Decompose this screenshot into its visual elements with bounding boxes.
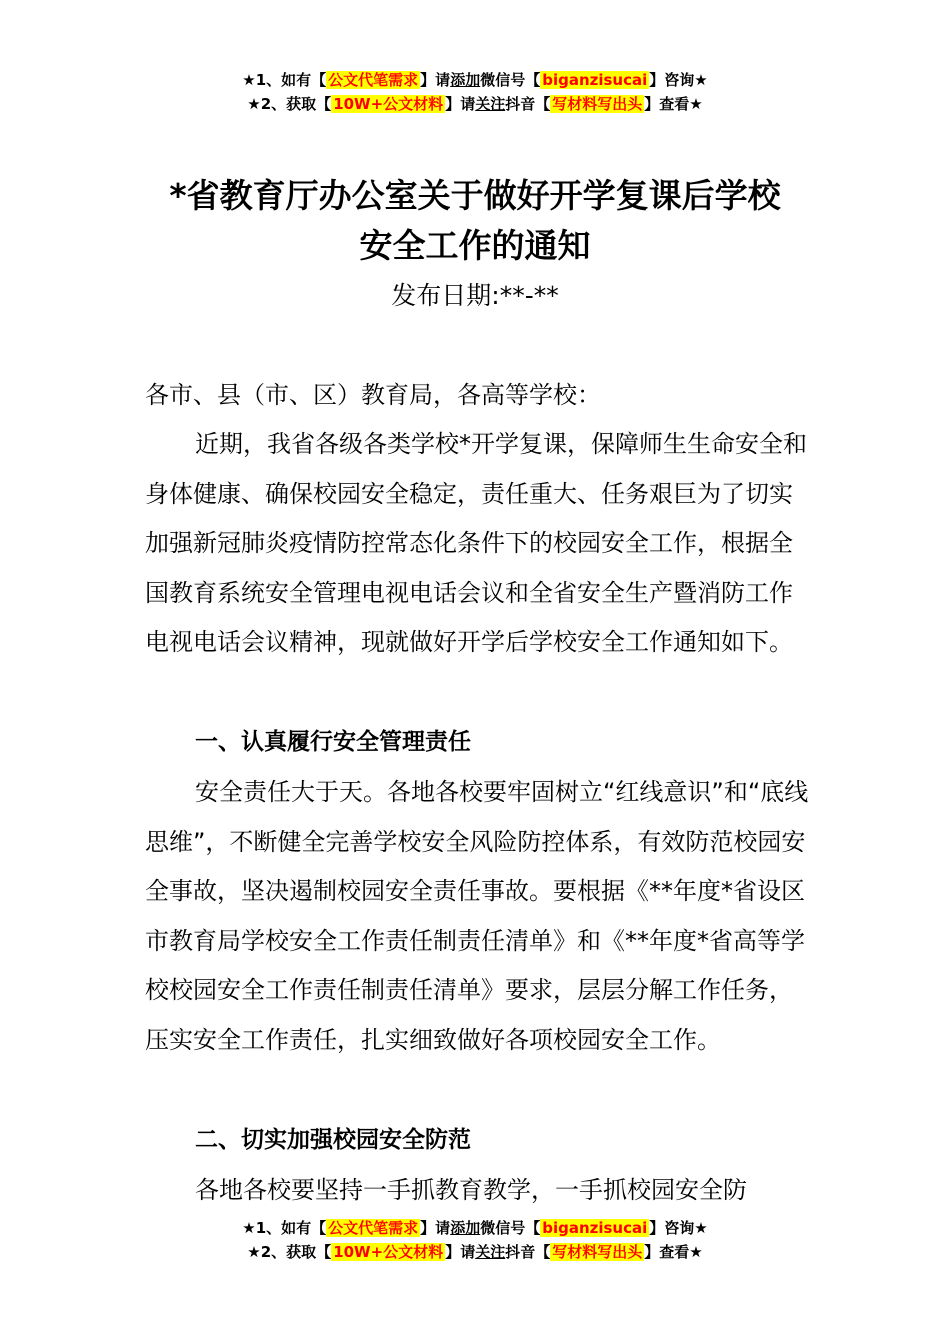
promo-text: 】查看★: [644, 95, 703, 113]
promo-text: ★2、获取【: [247, 1243, 332, 1261]
body-paragraph: [145, 768, 810, 1065]
promo-text: 】咨询★: [649, 1219, 708, 1237]
promo-highlight: 10W+公文材料: [333, 95, 444, 113]
promo-highlight: biganzisucai: [542, 71, 648, 89]
promo-text: 抖音【: [505, 95, 551, 113]
promo-text: 抖音【: [505, 1243, 551, 1261]
promo-highlight: 10W+公文材料: [333, 1243, 444, 1261]
promo-text: ★1、如有【: [242, 71, 327, 89]
promo-line-2: [0, 92, 950, 116]
promo-line-2: [0, 1240, 950, 1264]
promo-highlight: 公文代笔需求: [328, 71, 419, 89]
promo-text: 】查看★: [644, 1243, 703, 1261]
promo-text: 】请: [445, 95, 476, 113]
promo-highlight: 写材料写出头: [552, 1243, 643, 1261]
promo-banner-top: [0, 68, 950, 116]
paragraph-text: 安全责任大于天。各地各校要牢固树立“红线意识”和“底线思维”，不断健全完善学校安全风险防控体系，有效防范校园安全事故，坚决遏制校园安全责任事故。要根据《**年度*省设区市教育局学校安全工作责任制责任清单》和《**年度*省高等学校校园安全工作责任制责任清单》要求，层层分解工作任务，压实安全工作责任，扎实细致做好各项校园安全工作。: [145, 778, 809, 1054]
promo-underline: 关注: [475, 1243, 506, 1261]
promo-text: 】请: [445, 1243, 476, 1261]
salutation: 各市、县（市、区）教育局，各高等学校：: [145, 381, 601, 409]
promo-text: 】请: [420, 1219, 451, 1237]
promo-underline: 添加: [450, 71, 481, 89]
publish-date: 发布日期:**-**: [391, 281, 559, 310]
promo-text: ★1、如有【: [242, 1219, 327, 1237]
document-title-line-2: 安全工作的通知: [359, 226, 591, 265]
section-heading: 二、切实加强校园安全防范: [195, 1127, 471, 1153]
paragraph-text: 近期，我省各级各类学校*开学复课，保障师生生命安全和身体健康、确保校园安全稳定，责任重大、任务艰巨为了切实加强新冠肺炎疫情防控常态化条件下的校园安全工作，根据全国教育系统安全管理电视电话会议和全省安全生产暨消防工作电视电话会议精神，现就做好开学后学校安全工作通知如下。: [145, 430, 807, 656]
promo-highlight: 公文代笔需求: [328, 1219, 419, 1237]
promo-line-1: [0, 1216, 950, 1240]
promo-banner-bottom: [0, 1216, 950, 1264]
promo-line-1: [0, 68, 950, 92]
paragraph-text: 各地各校要坚持一手抓教育教学，一手抓校园安全防: [195, 1176, 747, 1204]
promo-text: 微信号【: [480, 71, 541, 89]
promo-underline: 添加: [450, 1219, 481, 1237]
body-paragraph: [145, 420, 810, 668]
promo-text: 微信号【: [480, 1219, 541, 1237]
promo-text: 】请: [420, 71, 451, 89]
document-title: *省教育厅办公室关于做好开学复课后学校: [169, 176, 781, 215]
promo-highlight: biganzisucai: [542, 1219, 648, 1237]
promo-highlight: 写材料写出头: [552, 95, 643, 113]
promo-text: ★2、获取【: [247, 95, 332, 113]
body-paragraph: [145, 1166, 810, 1216]
promo-text: 】咨询★: [649, 71, 708, 89]
section-heading: 一、认真履行安全管理责任: [195, 729, 471, 755]
promo-underline: 关注: [475, 95, 506, 113]
